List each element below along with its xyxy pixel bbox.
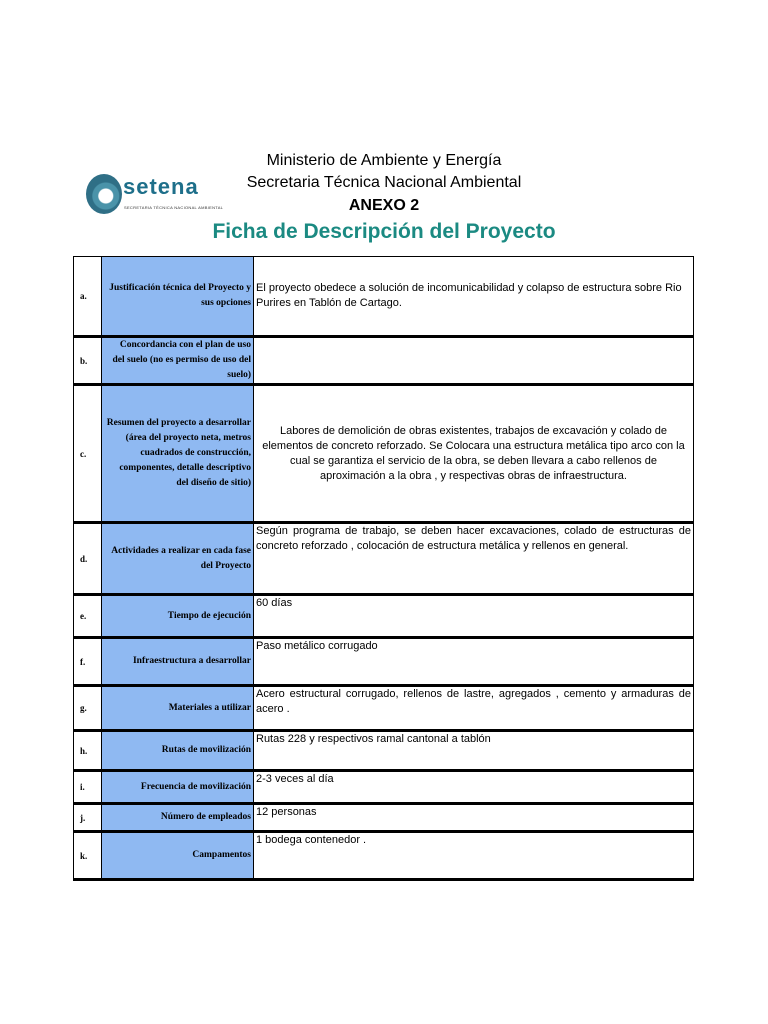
table-row xyxy=(74,832,694,880)
row-letter: k. xyxy=(74,832,102,880)
logo-subtitle: SECRETARIA TÉCNICA NACIONAL AMBIENTAL xyxy=(124,205,224,210)
row-content: Según programa de trabajo, se deben hacer excavaciones, colado de estructuras de concreto reforzado , colocación de estructura metálica y rellenos en general. xyxy=(254,523,694,595)
row-letter: a. xyxy=(74,257,102,337)
row-label: Tiempo de ejecución xyxy=(102,595,254,638)
row-label: Materiales a utilizar xyxy=(102,686,254,731)
row-letter: e. xyxy=(74,595,102,638)
logo-wordmark: setena xyxy=(123,174,199,199)
row-letter: g. xyxy=(74,686,102,731)
row-label: Campamentos xyxy=(102,832,254,880)
row-content: Acero estructural corrugado, rellenos de lastre, agregados , cemento y armaduras de acero . xyxy=(254,686,694,731)
table-row xyxy=(74,257,694,337)
row-content: 1 bodega contenedor . xyxy=(254,832,694,880)
row-content: 60 días xyxy=(254,595,694,638)
row-content: Paso metálico corrugado xyxy=(254,638,694,686)
ministry-name: Ministerio de Ambiente y Energía xyxy=(266,152,502,169)
row-letter: b. xyxy=(74,337,102,385)
table-row xyxy=(74,337,694,385)
setena-logo-icon xyxy=(86,174,122,214)
row-content: 12 personas xyxy=(254,804,694,832)
page-title: Ficha de Descripción del Proyecto xyxy=(212,220,556,243)
row-content: El proyecto obedece a solución de incomunicabilidad y colapso de estructura sobre Rio Purires en Tablón de Cartago. xyxy=(254,257,694,337)
row-label: Infraestructura a desarrollar xyxy=(102,638,254,686)
row-content: 2-3 veces al día xyxy=(254,771,694,804)
row-label: Rutas de movilización xyxy=(102,731,254,771)
row-label: Frecuencia de movilización xyxy=(102,771,254,804)
row-letter: h. xyxy=(74,731,102,771)
row-content: Rutas 228 y respectivos ramal cantonal a tablón xyxy=(254,731,694,771)
table-row xyxy=(74,523,694,595)
row-letter: j. xyxy=(74,804,102,832)
row-label: Resumen del proyecto a desarrollar (área del proyecto neta, metros cuadrados de construcción, componentes, detalle descriptivo del diseño de sitio) xyxy=(102,385,254,523)
row-label: Número de empleados xyxy=(102,804,254,832)
project-description-table xyxy=(73,256,694,881)
annex-label: ANEXO 2 xyxy=(348,197,420,214)
row-content: Labores de demolición de obras existentes, trabajos de excavación y colado de elementos de concreto reforzado. Se Colocara una estructura metálica tipo arco con la cual se garantiza el servicio de la obra, se deben llevara a cabo rellenos de aproximación a la obra , y respectivas obras de infraestructura. xyxy=(254,385,694,523)
row-letter: i. xyxy=(74,771,102,804)
setena-logo xyxy=(86,172,236,218)
secretariat-name: Secretaria Técnica Nacional Ambiental xyxy=(246,174,522,191)
table-row xyxy=(74,686,694,731)
row-content xyxy=(254,337,694,385)
row-letter: d. xyxy=(74,523,102,595)
row-letter: f. xyxy=(74,638,102,686)
row-label: Actividades a realizar en cada fase del Proyecto xyxy=(102,523,254,595)
row-label: Justificación técnica del Proyecto y sus opciones xyxy=(102,257,254,337)
table-row xyxy=(74,595,694,638)
table-row xyxy=(74,385,694,523)
table-row xyxy=(74,771,694,804)
table-row xyxy=(74,731,694,771)
row-letter: c. xyxy=(74,385,102,523)
table-row xyxy=(74,804,694,832)
table-row xyxy=(74,638,694,686)
row-label: Concordancia con el plan de uso del suelo (no es permiso de uso del suelo) xyxy=(102,337,254,385)
